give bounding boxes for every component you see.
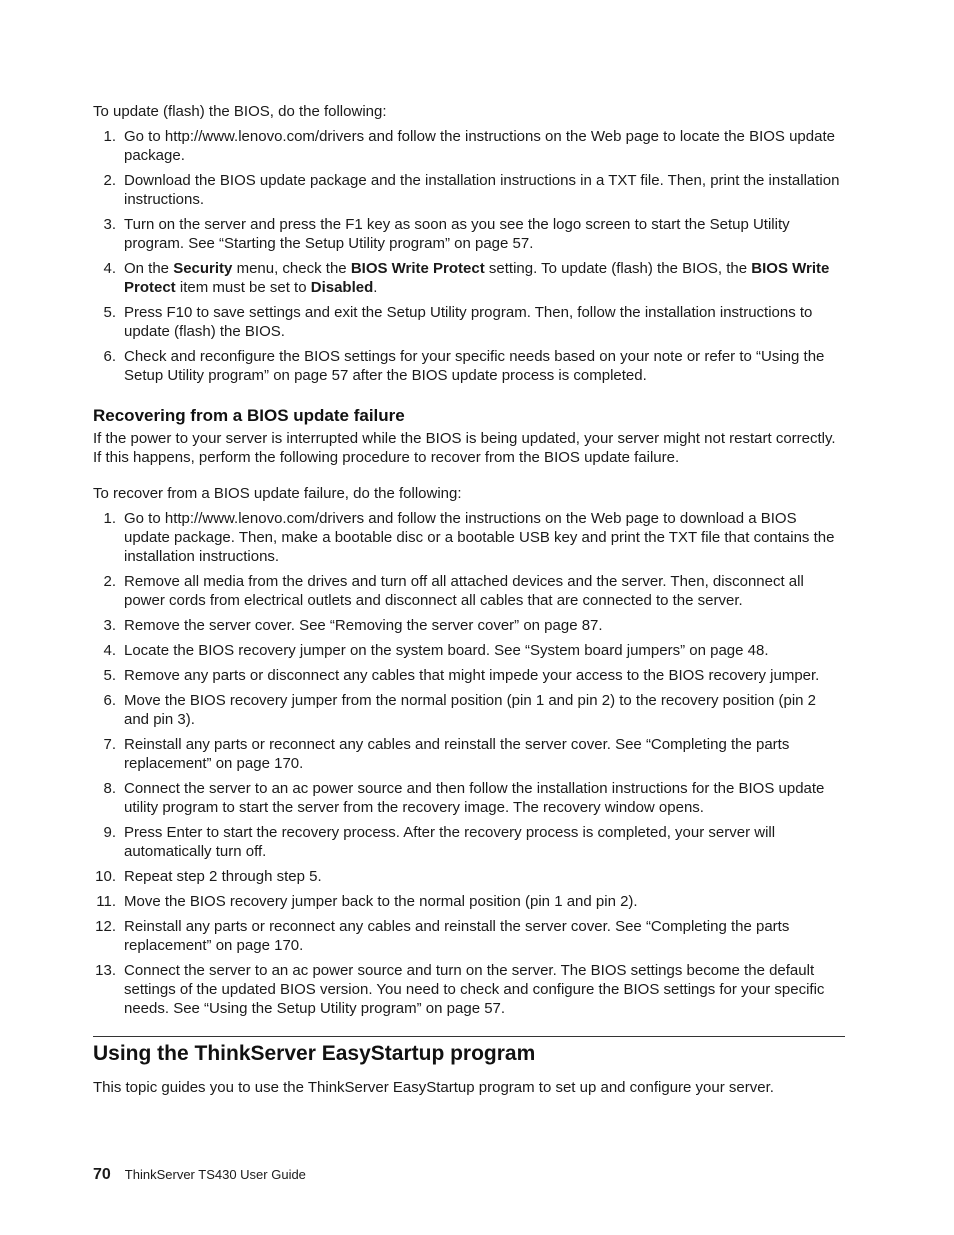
step-text: Move the BIOS recovery jumper back to the normal position (pin 1 and pin 2). bbox=[124, 893, 638, 910]
list-item bbox=[93, 509, 845, 566]
step-text: Move the BIOS recovery jumper from the normal position (pin 1 and pin 2) to the recovery position (pin 2 and pin 3). bbox=[124, 692, 816, 728]
recovery-paragraph: If the power to your server is interrupted while the BIOS is being updated, your server might not restart correctly. If this happens, perform the following procedure to recover from the BIOS update failure. bbox=[93, 430, 836, 466]
step-number: 13. bbox=[95, 962, 116, 979]
step-number: 6. bbox=[103, 692, 116, 709]
section-divider bbox=[93, 1036, 845, 1037]
list-item bbox=[93, 572, 845, 610]
bios-write-protect-term: BIOS Write Protect bbox=[350, 260, 485, 277]
easystartup-heading: Using the ThinkServer EasyStartup program bbox=[93, 1042, 536, 1065]
bios-write-protect-term: BIOS Write Protect bbox=[124, 260, 830, 296]
step-text: Remove the server cover. See “Removing the server cover” on page 87. bbox=[124, 617, 603, 634]
step-number: 7. bbox=[103, 736, 116, 753]
list-item bbox=[93, 823, 845, 861]
list-item bbox=[93, 867, 845, 886]
list-item bbox=[93, 171, 845, 209]
list-item bbox=[93, 892, 845, 911]
recovery-steps-list bbox=[93, 509, 845, 1018]
step-number: 3. bbox=[103, 617, 116, 634]
list-item bbox=[93, 961, 845, 1018]
step-number: 5. bbox=[103, 667, 116, 684]
update-intro: To update (flash) the BIOS, do the following: bbox=[93, 103, 387, 120]
step-number: 2. bbox=[103, 172, 116, 189]
list-item bbox=[93, 215, 845, 253]
step-text: Go to http://www.lenovo.com/drivers and follow the instructions on the Web page to locate the BIOS update package. bbox=[124, 128, 835, 164]
list-item bbox=[93, 917, 845, 955]
list-item bbox=[93, 303, 845, 341]
step-text: Repeat step 2 through step 5. bbox=[124, 868, 322, 885]
document-page bbox=[93, 102, 845, 1103]
step-number: 1. bbox=[103, 128, 116, 145]
list-item bbox=[93, 779, 845, 817]
step-text: Check and reconfigure the BIOS settings for your specific needs based on your note or refer to “Using the Setup Utility program” on page 57 after the BIOS update process is completed. bbox=[124, 348, 825, 384]
step-number: 6. bbox=[103, 348, 116, 365]
easystartup-paragraph: This topic guides you to use the ThinkServer EasyStartup program to set up and configure your server. bbox=[93, 1079, 774, 1096]
step-text: Remove all media from the drives and turn off all attached devices and the server. Then, disconnect all power cords from electrical outlets and disconnect all cables that are connected to the server. bbox=[124, 573, 804, 609]
update-steps-list bbox=[93, 127, 845, 385]
list-item bbox=[93, 616, 845, 635]
step-text: Go to http://www.lenovo.com/drivers and follow the instructions on the Web page to download a BIOS update package. Then, make a bootable disc or a bootable USB key and print the TXT file that contains the installation instructions. bbox=[124, 510, 835, 565]
recovery-intro: To recover from a BIOS update failure, do the following: bbox=[93, 485, 462, 502]
list-item bbox=[93, 735, 845, 773]
step-number: 1. bbox=[103, 510, 116, 527]
list-item bbox=[93, 641, 845, 660]
step-number: 4. bbox=[103, 260, 116, 277]
list-item bbox=[93, 347, 845, 385]
step-number: 11. bbox=[96, 893, 116, 910]
document-title: ThinkServer TS430 User Guide bbox=[124, 1167, 306, 1182]
step-number: 5. bbox=[103, 304, 116, 321]
list-item bbox=[93, 259, 845, 297]
step-text: Turn on the server and press the F1 key as soon as you see the logo screen to start the Setup Utility program. See “Starting the Setup Utility program” on page 57. bbox=[124, 216, 790, 252]
step-text: Connect the server to an ac power source and then follow the installation instructions for the BIOS update utility program to start the server from the recovery image. The recovery window opens. bbox=[124, 780, 825, 816]
step-number: 2. bbox=[103, 573, 116, 590]
page-footer bbox=[93, 1165, 306, 1185]
step-number: 12. bbox=[95, 918, 116, 935]
page-number: 70 bbox=[93, 1166, 111, 1183]
step-text: Connect the server to an ac power source and turn on the server. The BIOS settings become the default settings of the updated BIOS version. You need to check and configure the BIOS settings for your specific needs. See “Using the Setup Utility program” on page 57. bbox=[124, 962, 825, 1017]
step-text: Download the BIOS update package and the installation instructions in a TXT file. Then, print the installation instructions. bbox=[124, 172, 840, 208]
step-number: 10. bbox=[95, 868, 116, 885]
step-number: 8. bbox=[103, 780, 116, 797]
step-text: Reinstall any parts or reconnect any cables and reinstall the server cover. See “Completing the parts replacement” on page 170. bbox=[124, 736, 790, 772]
step-text: Press Enter to start the recovery process. After the recovery process is completed, your server will automatically turn off. bbox=[124, 824, 776, 860]
recovery-heading: Recovering from a BIOS update failure bbox=[93, 406, 405, 425]
step-text: Reinstall any parts or reconnect any cables and reinstall the server cover. See “Completing the parts replacement” on page 170. bbox=[124, 918, 790, 954]
step-text: Remove any parts or disconnect any cables that might impede your access to the BIOS recovery jumper. bbox=[124, 667, 820, 684]
step-number: 9. bbox=[103, 824, 116, 841]
step-number: 4. bbox=[103, 642, 116, 659]
disabled-term: Disabled bbox=[310, 279, 374, 296]
list-item bbox=[93, 666, 845, 685]
step-text: Press F10 to save settings and exit the Setup Utility program. Then, follow the installation instructions to update (flash) the BIOS. bbox=[124, 304, 813, 340]
step-text: On the Security menu, check the BIOS Write Protect setting. To update (flash) the BIOS, the BIOS Write Protect item must be set to Disabled. bbox=[124, 260, 830, 296]
list-item bbox=[93, 127, 845, 165]
security-menu-term: Security bbox=[173, 260, 233, 277]
step-number: 3. bbox=[103, 216, 116, 233]
step-text: Locate the BIOS recovery jumper on the system board. See “System board jumpers” on page 48. bbox=[124, 642, 769, 659]
list-item bbox=[93, 691, 845, 729]
